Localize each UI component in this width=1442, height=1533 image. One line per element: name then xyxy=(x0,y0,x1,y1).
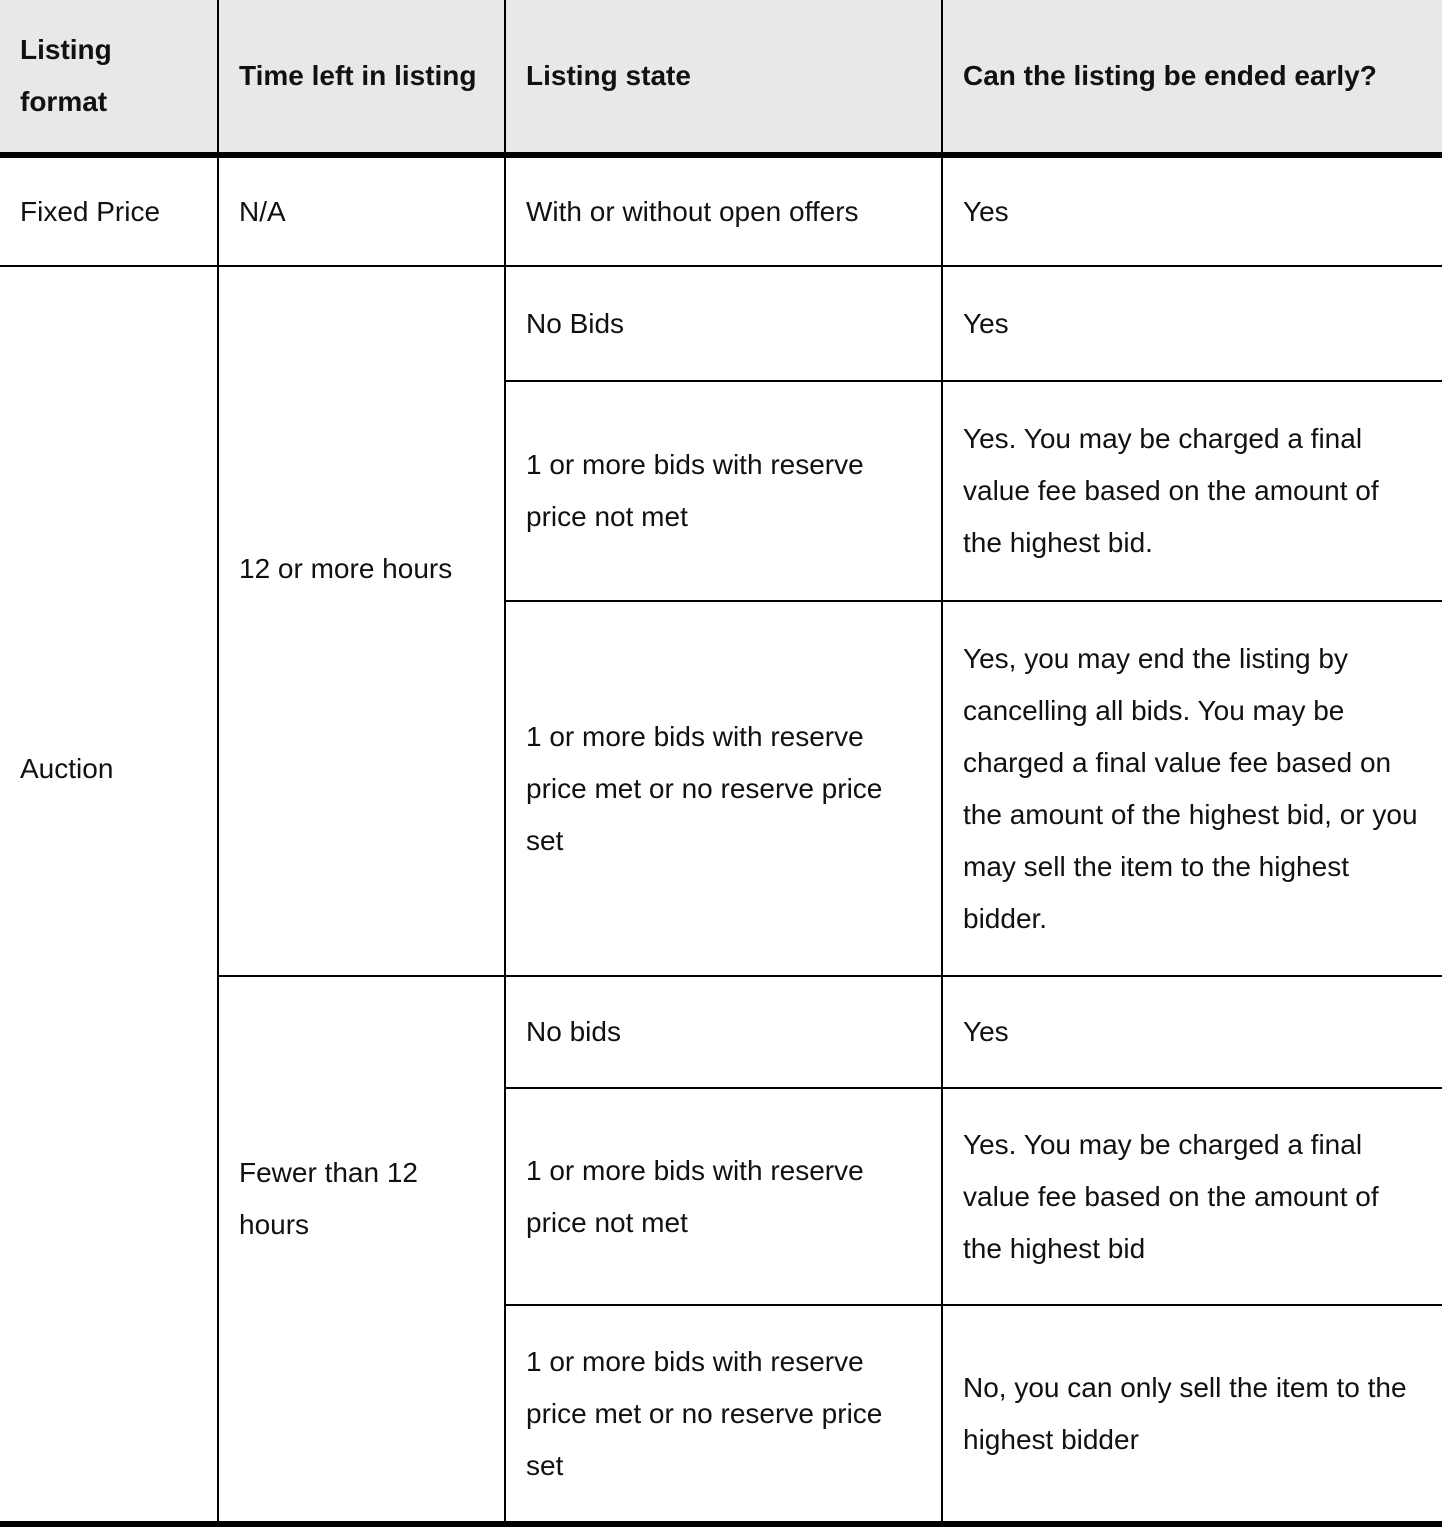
cell-time-left-fewer-than-12: Fewer than 12 hours xyxy=(218,976,505,1524)
cell-answer-reserve-not-met-under12: Yes. You may be charged a final value fee based on the amount of the highest bid xyxy=(942,1088,1442,1305)
cell-answer-no-bids-12plus: Yes xyxy=(942,266,1442,381)
cell-answer-no-bids-under12: Yes xyxy=(942,976,1442,1088)
cell-state-reserve-met-under12: 1 or more bids with reserve price met or no reserve price set xyxy=(505,1305,942,1524)
table-row-fixed-price xyxy=(0,155,1442,266)
header-cell-listing-state: Listing state xyxy=(505,0,942,155)
table-header-row xyxy=(0,0,1442,155)
header-cell-time-left: Time left in listing xyxy=(218,0,505,155)
cell-answer-reserve-met-under12: No, you can only sell the item to the highest bidder xyxy=(942,1305,1442,1524)
header-cell-listing-format: Listing format xyxy=(0,0,218,155)
cell-state-reserve-not-met-12plus: 1 or more bids with reserve price not met xyxy=(505,381,942,601)
table-row-auction-12plus-no-bids xyxy=(0,266,1442,381)
header-cell-can-end-early: Can the listing be ended early? xyxy=(942,0,1442,155)
cell-answer-reserve-not-met-12plus: Yes. You may be charged a final value fee based on the amount of the highest bid. xyxy=(942,381,1442,601)
cell-state-no-bids-under12: No bids xyxy=(505,976,942,1088)
cell-format-auction: Auction xyxy=(0,266,218,1524)
cell-state-no-bids-12plus: No Bids xyxy=(505,266,942,381)
cell-time-left-na: N/A xyxy=(218,155,505,266)
cell-answer-reserve-met-12plus: Yes, you may end the listing by cancelling all bids. You may be charged a final value fee based on the amount of the highest bid, or you may sell the item to the highest bidder. xyxy=(942,601,1442,976)
cell-time-left-12-or-more: 12 or more hours xyxy=(218,266,505,976)
cell-state-open-offers: With or without open offers xyxy=(505,155,942,266)
cell-state-reserve-met-12plus: 1 or more bids with reserve price met or no reserve price set xyxy=(505,601,942,976)
cell-answer-fixed-price: Yes xyxy=(942,155,1442,266)
cell-format-fixed-price: Fixed Price xyxy=(0,155,218,266)
cell-state-reserve-not-met-under12: 1 or more bids with reserve price not met xyxy=(505,1088,942,1305)
